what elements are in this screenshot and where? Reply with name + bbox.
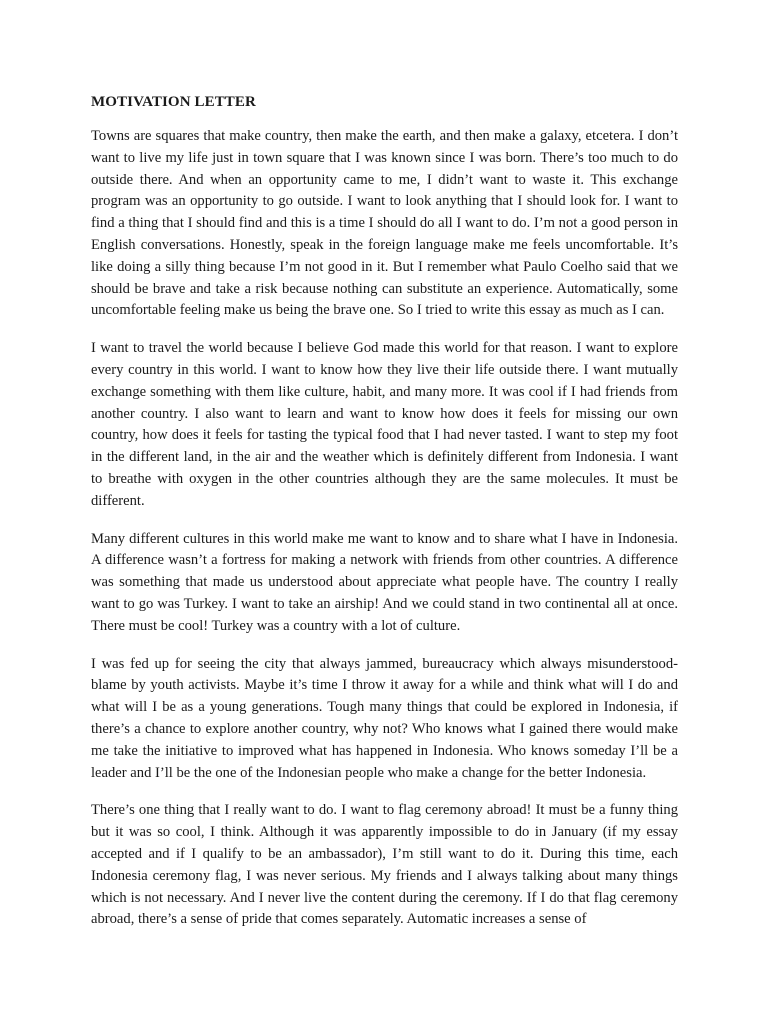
letter-title: MOTIVATION LETTER <box>91 94 256 110</box>
paragraph-1: Towns are squares that make country, then make the earth, and then make a galaxy, etcetera. I don’t want to live my life just in town square that I was known since I was born. There’s too much to do outside there. And when an opportunity came to me, I didn’t want to waste it. This exchange program was an opportunity to go outside. I want to look anything that I should look for. I want to find a thing that I should find and this is a time I should do all I want to do. I’m not a good person in English conversations. Honestly, speak in the foreign language make me feels uncomfortable. It’s like doing a silly thing because I’m not good in it. But I remember what Paulo Coelho said that we should be brave and take a risk because nothing can substitute an experience. Automatically, some uncomfortable feeling make us being the brave one. So I tried to write this essay as much as I can. <box>91 128 678 319</box>
paragraph-2: I want to travel the world because I believe God made this world for that reason. I want to explore every country in this world. I want to know how they live their life outside there. I want mutually exchange something with them like culture, habit, and many more. It was cool if I had friends from another country. I also want to learn and want to know how does it feels for missing our own country, how does it feels for tasting the typical food that I had never tasted. I want to step my foot in the different land, in the air and the weather which is definitely different from Indonesia. I want to breathe with oxygen in the other countries although they are the same molecules. It must be different. <box>91 340 678 509</box>
paragraph-5: There’s one thing that I really want to do. I want to flag ceremony abroad! It must be a funny thing but it was so cool, I think. Although it was apparently impossible to do in January (if my essay accepted and if I qualify to be an ambassador), I’m still want to do it. During this time, each Indonesia ceremony flag, I was never serious. My friends and I always talking about many things which is not necessary. And I never live the content during the ceremony. If I do that flag ceremony abroad, there’s a sense of pride that comes separately. Automatic increases a sense of <box>91 802 678 928</box>
paragraph-4: I was fed up for seeing the city that always jammed, bureaucracy which always misunderstood-blame by youth activists. Maybe it’s time I throw it away for a while and think what will I do and what will I be as a young generations. Tough many things that could be explored in Indonesia, if there’s a chance to explore another country, why not? Who knows what I gained there would make me take the initiative to improved what has happened in Indonesia. Who knows someday I’ll be a leader and I’ll be the one of the Indonesian people who make a change for the better Indonesia. <box>91 655 678 781</box>
paragraph-3: Many different cultures in this world make me want to know and to share what I have in Indonesia. A difference wasn’t a fortress for making a network with friends from other countries. A difference was something that made us understood about appreciate what people have. The country I really want to go was Turkey. I want to take an airship! And we could stand in two continental all at once. There must be cool! Turkey was a country with a lot of culture. <box>91 530 678 634</box>
letter-page <box>91 92 678 947</box>
